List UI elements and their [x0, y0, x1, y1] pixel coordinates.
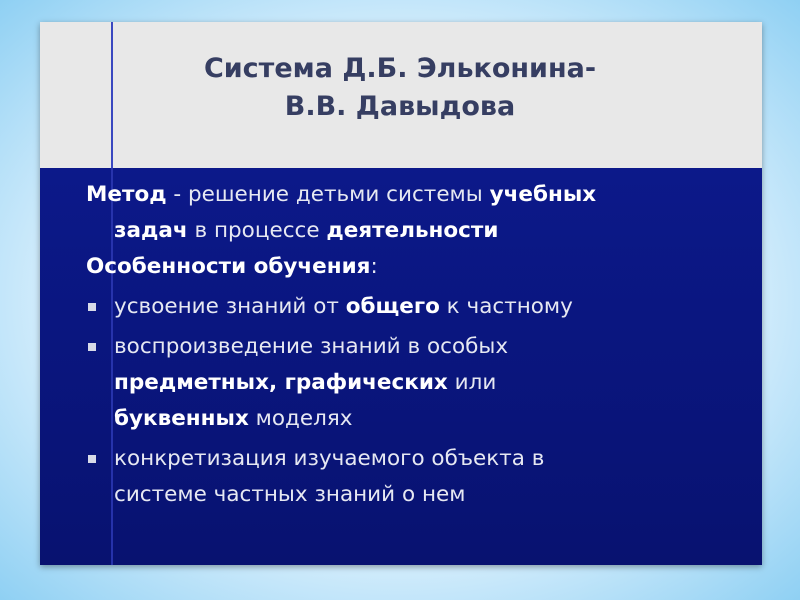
- title-line-2: В.В. Давыдова: [284, 91, 516, 122]
- bullet-1-text-2: к частному: [439, 294, 573, 319]
- method-text-2: в процессе: [187, 218, 327, 243]
- title-line-1: Система Д.Б. Эльконина-: [203, 53, 597, 84]
- bullet-2-text-3: моделях: [248, 406, 353, 431]
- method-paragraph: [86, 177, 746, 249]
- bullet-item-1: [86, 289, 746, 325]
- bullet-3-line-2: системе частных знаний о нем: [114, 482, 466, 507]
- bullet-item-2: [86, 329, 746, 437]
- features-label: Особенности обучения: [86, 254, 371, 279]
- method-bold-2: задач: [114, 218, 188, 243]
- method-label: Метод: [86, 182, 167, 207]
- method-bold-1: учебных: [489, 182, 597, 207]
- vertical-rule-header: [111, 22, 113, 168]
- square-bullet-icon: [88, 343, 96, 351]
- method-text-1: - решение детьми системы: [166, 182, 490, 207]
- slide-body: [86, 177, 746, 517]
- features-heading: [86, 249, 746, 285]
- features-colon: :: [370, 254, 378, 279]
- bullet-1-text-1: усвоение знаний от: [114, 294, 346, 319]
- slide-title: [130, 50, 670, 126]
- method-bold-3: деятельности: [326, 218, 499, 243]
- bullet-2-bold-2: буквенных: [114, 406, 249, 431]
- bullet-2-text-2: или: [447, 370, 497, 395]
- bullet-3-line-1: конкретизация изучаемого объекта в: [114, 446, 545, 471]
- method-line-2: [86, 213, 746, 249]
- square-bullet-icon: [88, 455, 96, 463]
- bullet-2-bold-1: предметных, графических: [114, 370, 448, 395]
- slide: [40, 22, 762, 565]
- square-bullet-icon: [88, 303, 96, 311]
- bullet-2-text-1: воспроизведение знаний в особых: [114, 334, 509, 359]
- bullet-1-bold: общего: [345, 294, 440, 319]
- bullet-item-3: [86, 441, 746, 513]
